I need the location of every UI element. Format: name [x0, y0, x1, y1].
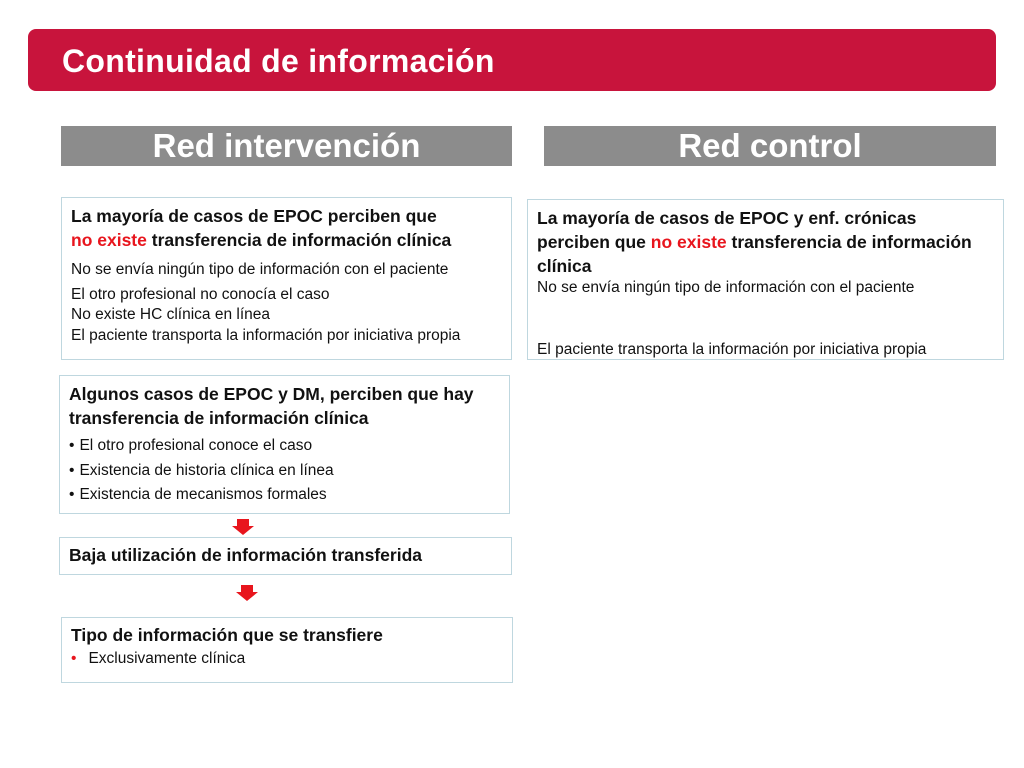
slide-title: Continuidad de información: [62, 43, 495, 79]
heading-text: transferencia de información clínica: [537, 232, 972, 276]
low-utilization-box: [59, 537, 512, 575]
bullet-icon: •: [69, 437, 75, 454]
title-bar: [28, 29, 996, 91]
list-item-text: Exclusivamente clínica: [88, 650, 246, 667]
intervencion-transfer-heading: Algunos casos de EPOC y DM, perciben que hay transferencia de información clínica: [69, 384, 474, 428]
heading-text: transferencia de información clínica: [146, 230, 452, 250]
intervencion-no-transfer-heading: [71, 204, 502, 252]
list-item: [69, 436, 500, 457]
list-item: [71, 649, 503, 670]
intervencion-transfer-box: [59, 375, 510, 514]
intervencion-no-transfer-box: [61, 197, 512, 360]
list-item: [69, 461, 500, 482]
list-item: No se envía ningún tipo de información con el paciente: [71, 261, 449, 278]
control-no-transfer-box: [527, 199, 1004, 360]
heading-highlight: no existe: [71, 230, 147, 250]
heading-text: La mayoría de casos de EPOC perciben que: [71, 206, 437, 226]
list-item-text: El otro profesional conoce el caso: [79, 437, 313, 454]
heading-text: La mayoría de casos de EPOC y enf. crónicas perciben que: [537, 208, 917, 252]
list-item: El paciente transporta la información por iniciativa propia: [537, 340, 927, 358]
list-item-text: Existencia de mecanismos formales: [79, 486, 327, 503]
list-item: El otro profesional no conocía el caso: [71, 285, 330, 303]
bullet-icon: •: [69, 461, 75, 479]
list-item: No existe HC clínica en línea: [71, 306, 271, 323]
low-utilization-heading: Baja utilización de información transferida: [69, 545, 422, 565]
list-item: [69, 485, 500, 506]
control-header: Red control: [544, 126, 996, 166]
intervencion-header: Red intervención: [61, 126, 512, 166]
info-type-heading: Tipo de información que se transfiere: [71, 625, 383, 645]
list-item: No se envía ningún tipo de información con el paciente: [537, 279, 915, 296]
heading-highlight: no existe: [650, 232, 727, 252]
bullet-icon: •: [69, 486, 75, 503]
list-item: El paciente transporta la información por iniciativa propia: [71, 326, 461, 344]
down-arrow-icon: [236, 585, 258, 601]
down-arrow-icon: [232, 519, 254, 535]
bullet-icon: •: [71, 650, 77, 667]
info-type-box: [61, 617, 513, 683]
control-no-transfer-heading: [537, 206, 994, 278]
list-item-text: Existencia de historia clínica en línea: [79, 461, 334, 479]
